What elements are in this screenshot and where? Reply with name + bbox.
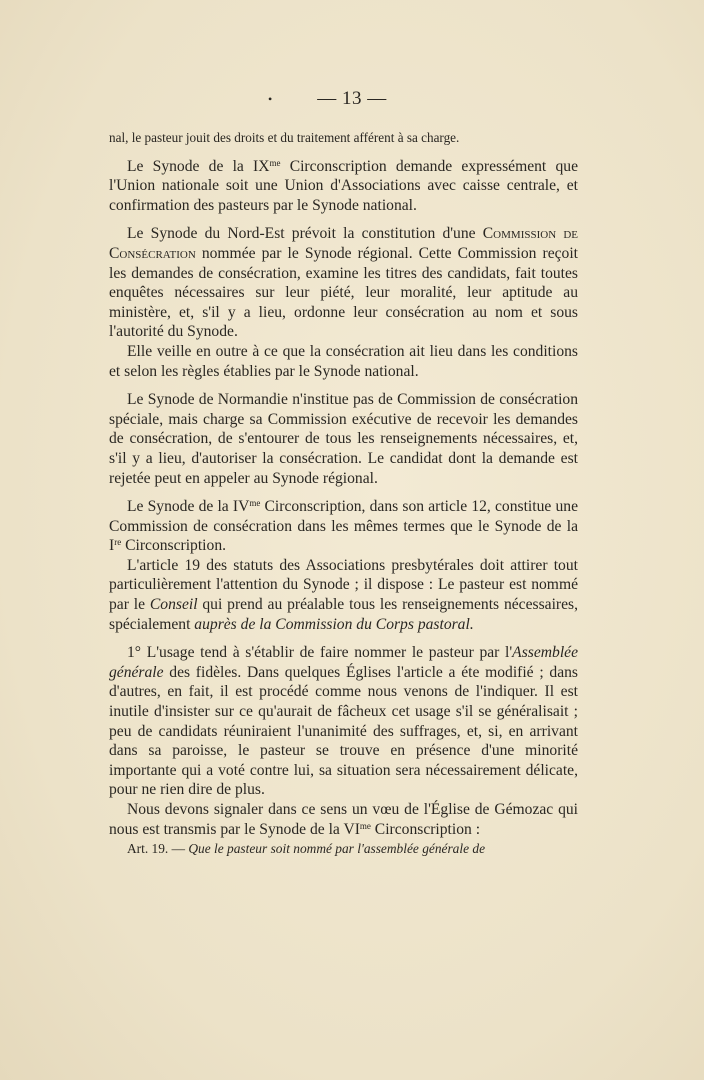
paragraph-7: L'article 19 des statuts des Associations presbytérales doit attirer tout particulièrement l'attention du Synode ; il dispose : Le pasteur est nommé par le Conseil qui prend au préalable tous les renseignements nécessaires, spécialement auprès de la Commission du Corps pastoral. [109,556,578,633]
paragraph-5: Le Synode de Normandie n'institue pas de Commission de consécration spéciale, mais charge sa Commission exécutive de recevoir les demandes de consécration, de s'entourer de tous les renseignements nécessaires, et, s'il y a lieu, d'autoriser la consécration. Le candidat dont la demande est rejetée peut en appeler au Synode régional. [109,391,578,487]
page-number: — 13 — [317,88,387,109]
paragraph-6: Le Synode de la $IV^{me}$ Circonscription, dans son article 12, constitue une Commission de consécration dans les mêmes termes que le Synode de la Ire Circonscription. [109,498,578,555]
paragraph-1: nal, le pasteur jouit des droits et du traitement afférent à sa charge. [109,130,460,145]
paragraph-4: Elle veille en outre à ce que la consécration ait lieu dans les conditions et selon les règles établies par le Synode national. [109,342,578,380]
paragraph-2: Le Synode de la $IX^{me}$ Circonscription demande expressément que l'Union nationale soit une Union d'Associations avec caisse centrale, et confirmation des pasteurs par le Synode national. [109,157,578,214]
article-quote: Art. 19. — Que le pasteur soit nommé par l'assemblée générale de [127,841,486,857]
paragraph-9: Nous devons signaler dans ce sens un vœu de l'Église de Gémozac qui nous est transmis par le Synode de la $VI^{me}$ Circonscription : [109,801,578,838]
paragraph-8: 1° L'usage tend à s'établir de faire nommer le pasteur par l'Assemblée générale des fidèles. Dans quelques Églises l'article a éte modifié ; dans d'autres, en fait, il est procédé comme nous venons de l'indiquer. Il est inutile d'insister sur ce qu'aurait de fâcheux cet usage s'il se généralisait ; peu de candidats réuniraient l'unanimité des suffrages, et, si, en arrivant dans sa paroisse, le pasteur se trouve en présence d'une minorité importante qui a voté contre lui, sa situation sera nécessairement délicate, pour ne rien dire de plus. [109,644,578,799]
paragraph-3: Le Synode du Nord-Est prévoit la constitution d'une Commission de Consécration nommée par le Synode régional. Cette Commission reçoit les demandes de consécration, examine les titres des candidats, fait toutes enquêtes nécessaires sur leur piété, leur moralité, leur aptitude au ministère, et, s'il y a lieu, ordonne leur consécration au nom et sous l'autorité du Synode. [109,225,579,341]
ink-dot: • [268,92,273,106]
body-text [109,128,578,859]
